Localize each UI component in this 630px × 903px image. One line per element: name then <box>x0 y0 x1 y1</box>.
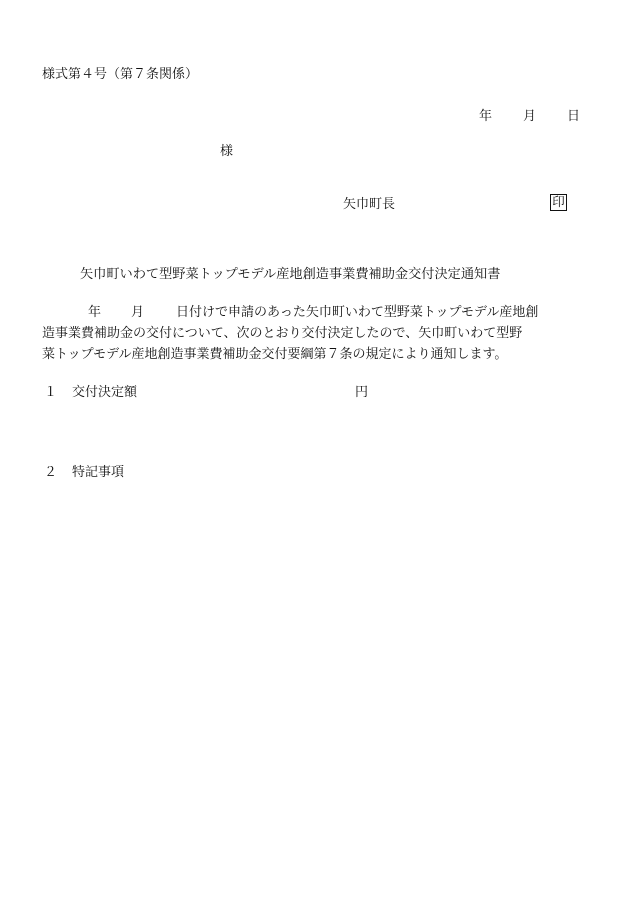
item-1-unit: 円 <box>355 385 369 400</box>
document-title: 矢巾町いわて型野菜トップモデル産地創造事業費補助金交付決定通知書 <box>80 267 501 282</box>
item-2-label: 特記事項 <box>72 465 125 480</box>
body-line-1-text: 日付けで申請のあった矢巾町いわて型野菜トップモデル産地創 <box>176 305 539 320</box>
date-month-label: 月 <box>523 109 537 124</box>
addressee-suffix: 様 <box>220 144 234 159</box>
body-year-label: 年 <box>88 305 102 320</box>
form-number: 様式第４号（第７条関係） <box>42 67 199 82</box>
notice-body <box>42 302 590 365</box>
body-line-2: 造事業費補助金の交付について、次のとおり交付決定したので、矢巾町いわて型野 <box>42 326 523 341</box>
body-month-label: 月 <box>131 305 145 320</box>
body-line-3: 菜トップモデル産地創造事業費補助金交付要綱第７条の規定により通知します。 <box>42 347 508 362</box>
body-line-1 <box>42 302 590 323</box>
item-1-number: １ <box>44 385 58 400</box>
date-day-label: 日 <box>567 109 581 124</box>
seal-label: 印 <box>552 194 565 210</box>
item-1-label: 交付決定額 <box>72 385 138 400</box>
seal-stamp <box>550 194 567 211</box>
item-2-number: ２ <box>44 465 58 480</box>
sender-name: 矢巾町長 <box>343 197 396 212</box>
date-year-label: 年 <box>479 109 493 124</box>
